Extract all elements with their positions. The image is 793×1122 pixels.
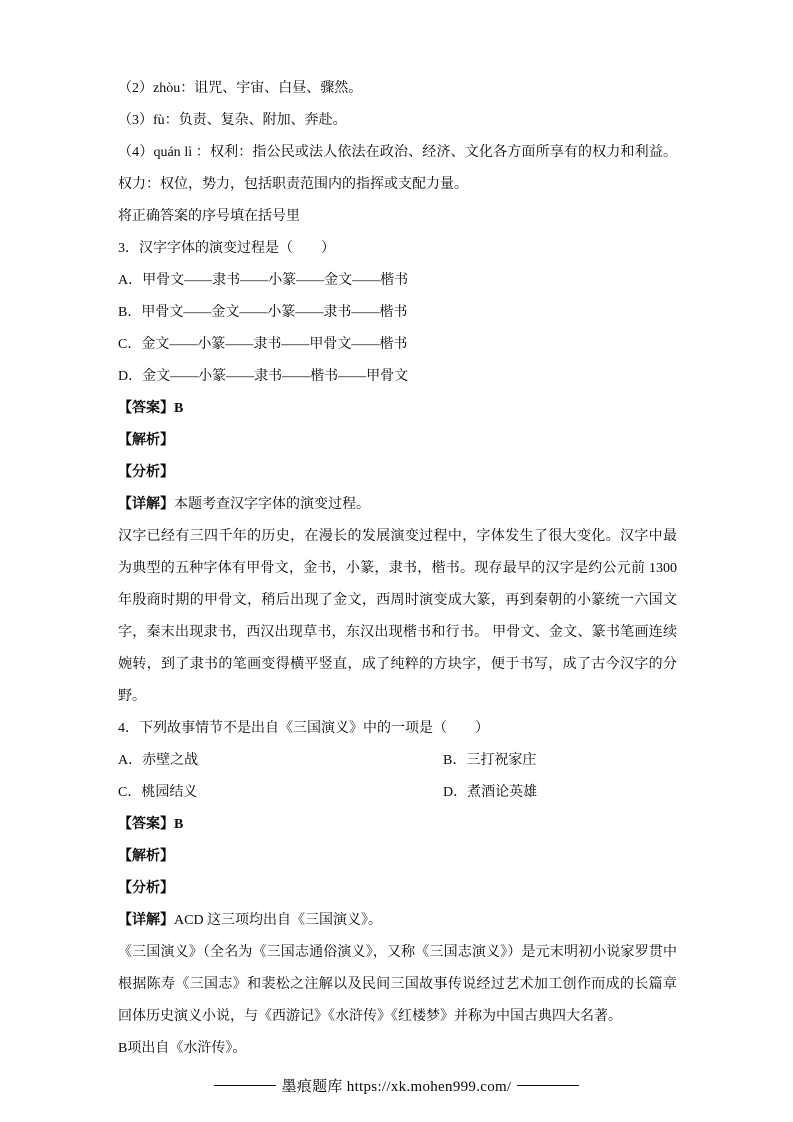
question4-answer-line	[118, 809, 677, 841]
vocab-item-4: （4）quán lì ：权利：指公民或法人依法在政治、经济、文化各方面所享有的权力和利益。权力：权位，势力，包括职责范围内的指挥或支配力量。	[118, 145, 677, 192]
question3-option-a: A．甲骨文——隶书——小篆——金文——楷书	[118, 273, 409, 288]
question3-explanation: 汉字已经有三四千年的历史，在漫长的发展演变过程中，字体发生了很大变化。汉字中最为典型的五种字体有甲骨文，金书，小篆，隶书，楷书。现存最早的汉字是约公元前 1300 年殷商时期的甲骨文，稍后出现了金文，西周时演变成大篆，再到秦朝的小篆统一六国文字，秦末出现隶书，西汉出现草书，东汉出现楷书和行书。 甲骨文、金文、篆书笔画连续婉转，到了隶书的笔画变得横平竖直，成了纯粹的方块字，便于书写，成了古今汉字的分野。	[118, 529, 677, 704]
answer-value: B	[174, 817, 184, 832]
question4-option-a: A．赤壁之战	[118, 753, 199, 768]
vocab-item-3: （3）fù：负责、复杂、附加、奔赴。	[118, 113, 347, 128]
answer-label: 【答案】	[118, 401, 174, 416]
question3-analysis-label: 【解析】	[118, 433, 174, 448]
vocab-item-2: （2）zhòu：诅咒、宇宙、白昼、骤然。	[118, 81, 363, 96]
footer-site-url[interactable]: 墨痕题库 https://xk.mohen999.com/	[281, 1079, 512, 1095]
page-content	[118, 73, 677, 1065]
detail-text: 本题考查汉字字体的演变过程。	[174, 497, 370, 512]
question3-detail-line	[118, 489, 677, 521]
question4-stem: 4．下列故事情节不是出自《三国演义》中的一项是（ ）	[118, 721, 489, 736]
question-4-block	[118, 713, 677, 1065]
question4-option-b: B．三打祝家庄	[443, 753, 537, 768]
footer-left-rule	[214, 1085, 276, 1087]
question3-option-c: C．金文——小篆——隶书——甲骨文——楷书	[118, 337, 408, 352]
question3-stem: 3．汉字字体的演变过程是（ ）	[118, 241, 335, 256]
question3-answer-line	[118, 393, 677, 425]
answer-value: B	[174, 401, 184, 416]
question4-explanation: 《三国演义》（全名为《三国志通俗演义》，又称《三国志演义》）是元末明初小说家罗贯中根据陈寿《三国志》和裴松之注解以及民间三国故事传说经过艺术加工创作而成的长篇章回体历史演义小说，与《西游记》《水浒传》《红楼梦》并称为中国古典四大名著。	[118, 945, 677, 1024]
question-3-block	[118, 233, 677, 713]
question3-review-label: 【分析】	[118, 465, 174, 480]
answer-instruction: 将正确答案的序号填在括号里	[118, 209, 300, 224]
question4-option-row-2	[118, 777, 677, 809]
question4-option-d: D．煮酒论英雄	[443, 785, 538, 800]
question3-option-d: D．金文——小篆——隶书——楷书——甲骨文	[118, 369, 409, 384]
question3-option-b: B．甲骨文——金文——小篆——隶书——楷书	[118, 305, 408, 320]
answer-label: 【答案】	[118, 817, 174, 832]
footer-right-rule	[517, 1085, 579, 1087]
detail-label: 【详解】	[118, 913, 174, 928]
detail-label: 【详解】	[118, 497, 174, 512]
question4-analysis-label: 【解析】	[118, 849, 174, 864]
question4-option-c: C．桃园结义	[118, 785, 198, 800]
detail-text: ACD 这三项均出自《三国演义》。	[174, 913, 383, 928]
question4-detail-line	[118, 905, 677, 937]
question4-review-label: 【分析】	[118, 881, 174, 896]
footer	[0, 1075, 793, 1096]
question4-option-row-1	[118, 745, 677, 777]
question4-note: B项出自《水浒传》。	[118, 1041, 247, 1056]
